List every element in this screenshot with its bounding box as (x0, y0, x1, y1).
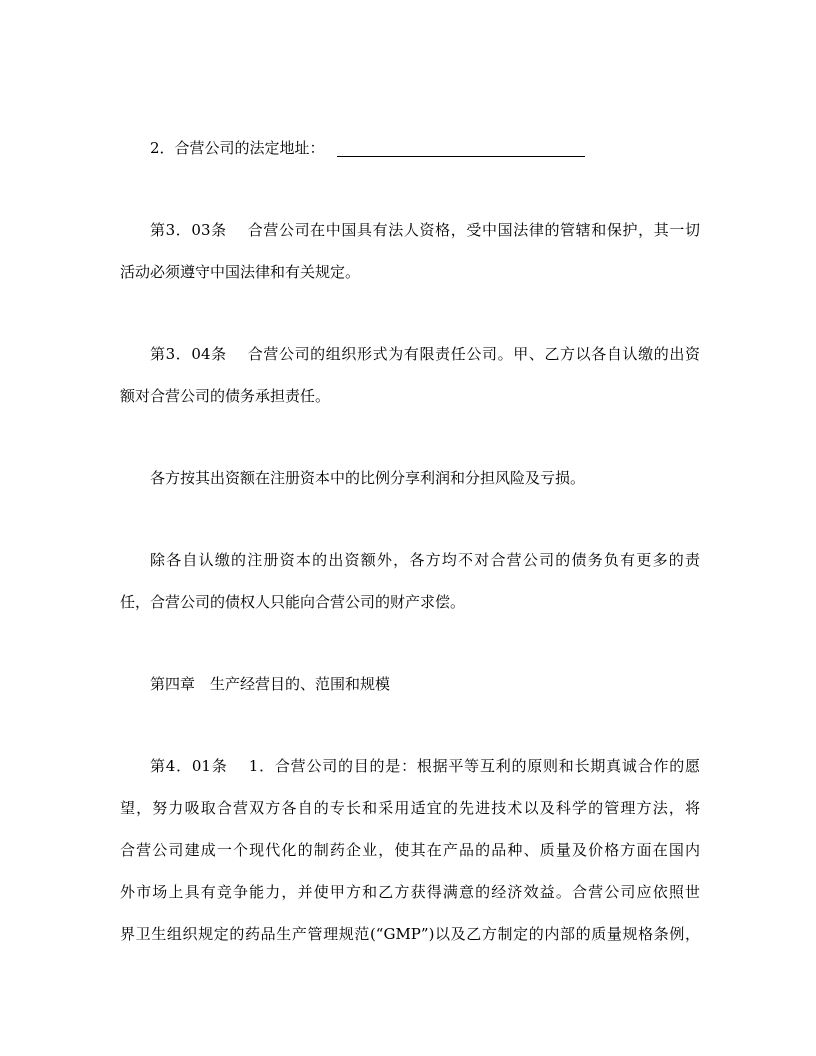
chapter-four-title: 第四章 生产经营目的、范围和规模 (150, 675, 391, 693)
paragraph-profit-sharing: 各方按其出资额在注册资本中的比例分享利润和分担风险及亏损。 (150, 469, 586, 487)
article-4-01-line-3: 合营公司建成一个现代化的制药企业，使其在产品的品种、质量及价格方面在国内 (120, 841, 700, 859)
article-3-04-line-1: 第3．04条 合营公司的组织形式为有限责任公司。甲、乙方以各自认缴的出资 (150, 345, 700, 363)
paragraph-liability-line-1: 除各自认缴的注册资本的出资额外，各方均不对合营公司的债务负有更多的责 (150, 551, 700, 569)
article-4-01-line-1: 第4．01条 1．合营公司的目的是：根据平等互利的原则和长期真诚合作的愿 (150, 757, 700, 775)
address-blank-line (337, 156, 585, 157)
article-3-03-line-1: 第3．03条 合营公司在中国具有法人资格，受中国法律的管辖和保护，其一切 (150, 221, 700, 239)
paragraph-liability-line-2: 任，合营公司的债权人只能向合营公司的财产求偿。 (120, 593, 466, 611)
article-3-04-line-2: 额对合营公司的债务承担责任。 (120, 387, 331, 405)
article-4-01-line-5: 界卫生组织规定的药品生产管理规范(“GMP”)以及乙方制定的内部的质量规格条例， (120, 925, 700, 943)
address-label: 2．合营公司的法定地址： (150, 139, 325, 157)
article-4-01-line-2: 望，努力吸取合营双方各自的专长和采用适宜的先进技术以及科学的管理方法，将 (120, 799, 700, 817)
article-4-01-line-4: 外市场上具有竞争能力，并使甲方和乙方获得满意的经济效益。合营公司应依照世 (120, 883, 700, 901)
article-3-03-line-2: 活动必须遵守中国法律和有关规定。 (120, 263, 361, 281)
